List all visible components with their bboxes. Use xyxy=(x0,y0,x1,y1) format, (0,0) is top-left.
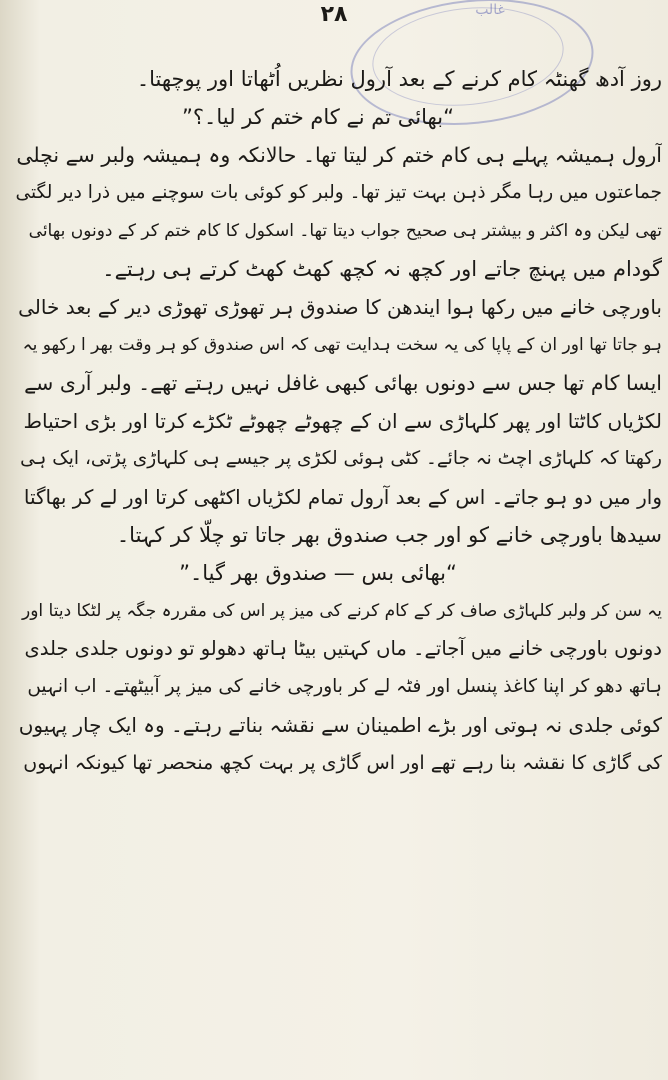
text-line: دونوں باورچی خانے میں آجاتے۔ ماں کہتیں بیٹا ہاتھ دھولو تو دونوں جلدی جلدی xyxy=(24,637,662,660)
text-line: ہو جاتا تھا اور ان کے پاپا کی یہ سخت ہدایت تھی کہ اس صندوق کو ہر وقت بھر ا رکھو یہ xyxy=(22,335,662,355)
text-line: روز آدھ گھنٹہ کام کرنے کے بعد آرول نظریں اُٹھاتا اور پوچھتا۔ xyxy=(136,67,662,91)
text-line: کوئی جلدی نہ ہوتی اور بڑے اطمینان سے نقشہ بناتے رہتے۔ وہ ایک چار پہیوں xyxy=(18,713,662,737)
dialogue-line: “بھائی بس — صندوق بھر گیا۔” xyxy=(179,561,457,585)
text-line: ایسا کام تھا جس سے دونوں بھائی کبھی غافل نہیں رہتے تھے۔ ولبر آری سے xyxy=(24,371,662,395)
text-line: وار میں دو ہو جاتے۔ اس کے بعد آرول تمام لکڑیاں اکٹھی کرتا اور لے کر بھاگتا xyxy=(23,485,662,509)
text-line: کی گاڑی کا نقشہ بنا رہے تھے اور اس گاڑی پر بہت کچھ منحصر تھا کیونکہ انہوں xyxy=(23,752,662,774)
text-line: رکھتا کہ کلہاڑی اچٹ نہ جائے۔ کٹی ہوئی لکڑی پر جیسے ہی کلہاڑی پڑتی، ایک ہی xyxy=(20,448,662,469)
text-line: گودام میں پہنچ جاتے اور کچھ نہ کچھ کھٹ کھٹ کرتے ہی رہتے۔ xyxy=(102,257,662,281)
text-line: جماعتوں میں رہا مگر ذہن بہت تیز تھا۔ ولبر کو کوئی بات سوچنے میں ذرا دیر لگتی xyxy=(15,182,662,203)
text-line: آرول ہمیشہ پہلے ہی کام ختم کر لیتا تھا۔ حالانکہ وہ ہمیشہ ولبر سے نچلی xyxy=(16,143,662,167)
stamp-text: غالب xyxy=(475,2,505,18)
dialogue-line: “بھائی تم نے کام ختم کر لیا۔؟” xyxy=(182,105,454,129)
text-line: تھی لیکن وہ اکثر و بیشتر ہی صحیح جواب دیتا تھا۔ اسکول کا کام ختم کر کے دونوں بھائی xyxy=(28,221,662,241)
page-number: ۲۸ xyxy=(320,2,348,27)
text-line: سیدھا باورچی خانے کو اور جب صندوق بھر جاتا تو چلّا کر کہتا۔ xyxy=(116,523,662,547)
text-line: ہاتھ دھو کر اپنا کاغذ پنسل اور فٹہ لے کر باورچی خانے کی میز پر آبیٹھتے۔ اب انہیں xyxy=(27,676,662,697)
text-line: یہ سن کر ولبر کلہاڑی صاف کر کے کام کرنے کی میز پر اس کی مقررہ جگہ پر لٹکا دیتا اور xyxy=(21,601,662,621)
body-text xyxy=(14,60,662,782)
text-line: باورچی خانے میں رکھا ہوا ایندھن کا صندوق ہر تھوڑی تھوڑی دیر کے بعد خالی xyxy=(18,295,662,319)
text-line: لکڑیاں کاٹتا اور پھر کلہاڑی سے ان کے چھوٹے چھوٹے ٹکڑے کرتا اور بڑی احتیاط xyxy=(23,409,662,433)
